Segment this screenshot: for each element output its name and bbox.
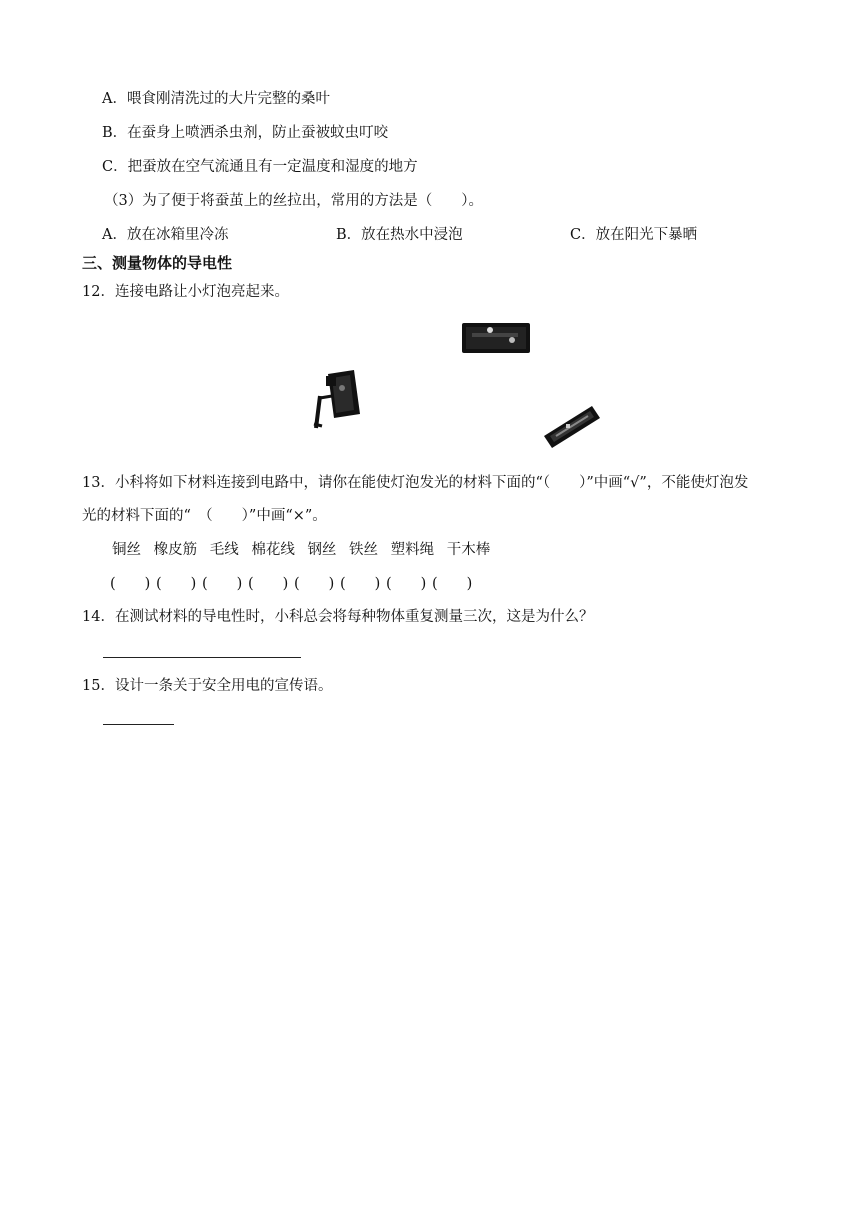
q13-answer-blanks	[110, 574, 478, 594]
q11-3-option-b: B．放在热水中浸泡	[336, 227, 463, 243]
answer-blank[interactable]: ( )	[432, 576, 473, 592]
q15-text: 15．设计一条关于安全用电的宣传语。	[82, 678, 333, 694]
q14-answer-line[interactable]	[103, 657, 301, 658]
q13-line-2: 光的材料下面的“ （ ）”中画“×”。	[82, 508, 327, 524]
q11-option-a: A．喂食刚清洗过的大片完整的桑叶	[102, 91, 330, 107]
answer-blank[interactable]: ( )	[340, 576, 381, 592]
material-item: 棉花线	[251, 542, 295, 558]
q13-materials	[112, 540, 498, 560]
material-item: 干木棒	[446, 542, 491, 558]
material-item: 铜丝	[112, 542, 141, 558]
battery-holder-icon	[540, 402, 604, 452]
material-item: 钢丝	[307, 542, 337, 558]
material-item: 橡皮筋	[153, 542, 198, 558]
material-item: 铁丝	[349, 542, 379, 558]
answer-blank[interactable]: ( )	[386, 576, 427, 592]
q12-text: 12．连接电路让小灯泡亮起来。	[82, 284, 289, 300]
bulb-holder-icon	[306, 366, 366, 434]
section-3-title: 三、测量物体的导电性	[82, 254, 233, 272]
q11-3-option-a: A．放在冰箱里冷冻	[102, 227, 229, 243]
answer-blank[interactable]: ( )	[156, 576, 197, 592]
material-item: 塑料绳	[390, 542, 435, 558]
q15-answer-line[interactable]	[103, 724, 174, 725]
switch-icon	[460, 320, 532, 356]
answer-blank[interactable]: ( )	[202, 576, 243, 592]
q14-text: 14．在测试材料的导电性时，小科总会将每种物体重复测量三次，这是为什么？	[82, 609, 594, 625]
answer-blank[interactable]: ( )	[110, 576, 151, 592]
answer-blank[interactable]: ( )	[248, 576, 289, 592]
q11-option-c: C．把蚕放在空气流通且有一定温度和湿度的地方	[102, 159, 418, 175]
q11-option-b: B．在蚕身上喷洒杀虫剂，防止蚕被蚊虫叮咬	[102, 125, 389, 141]
q13-line-1: 13．小科将如下材料连接到电路中，请你在能使灯泡发光的材料下面的“（ ）”中画“√”，不能使灯泡发	[82, 475, 749, 491]
q11-3-stem: （3）为了便于将蚕茧上的丝拉出，常用的方法是（ ）。	[104, 193, 483, 209]
material-item: 毛线	[209, 542, 239, 558]
q11-3-option-c: C．放在阳光下暴晒	[570, 227, 698, 243]
answer-blank[interactable]: ( )	[294, 576, 335, 592]
